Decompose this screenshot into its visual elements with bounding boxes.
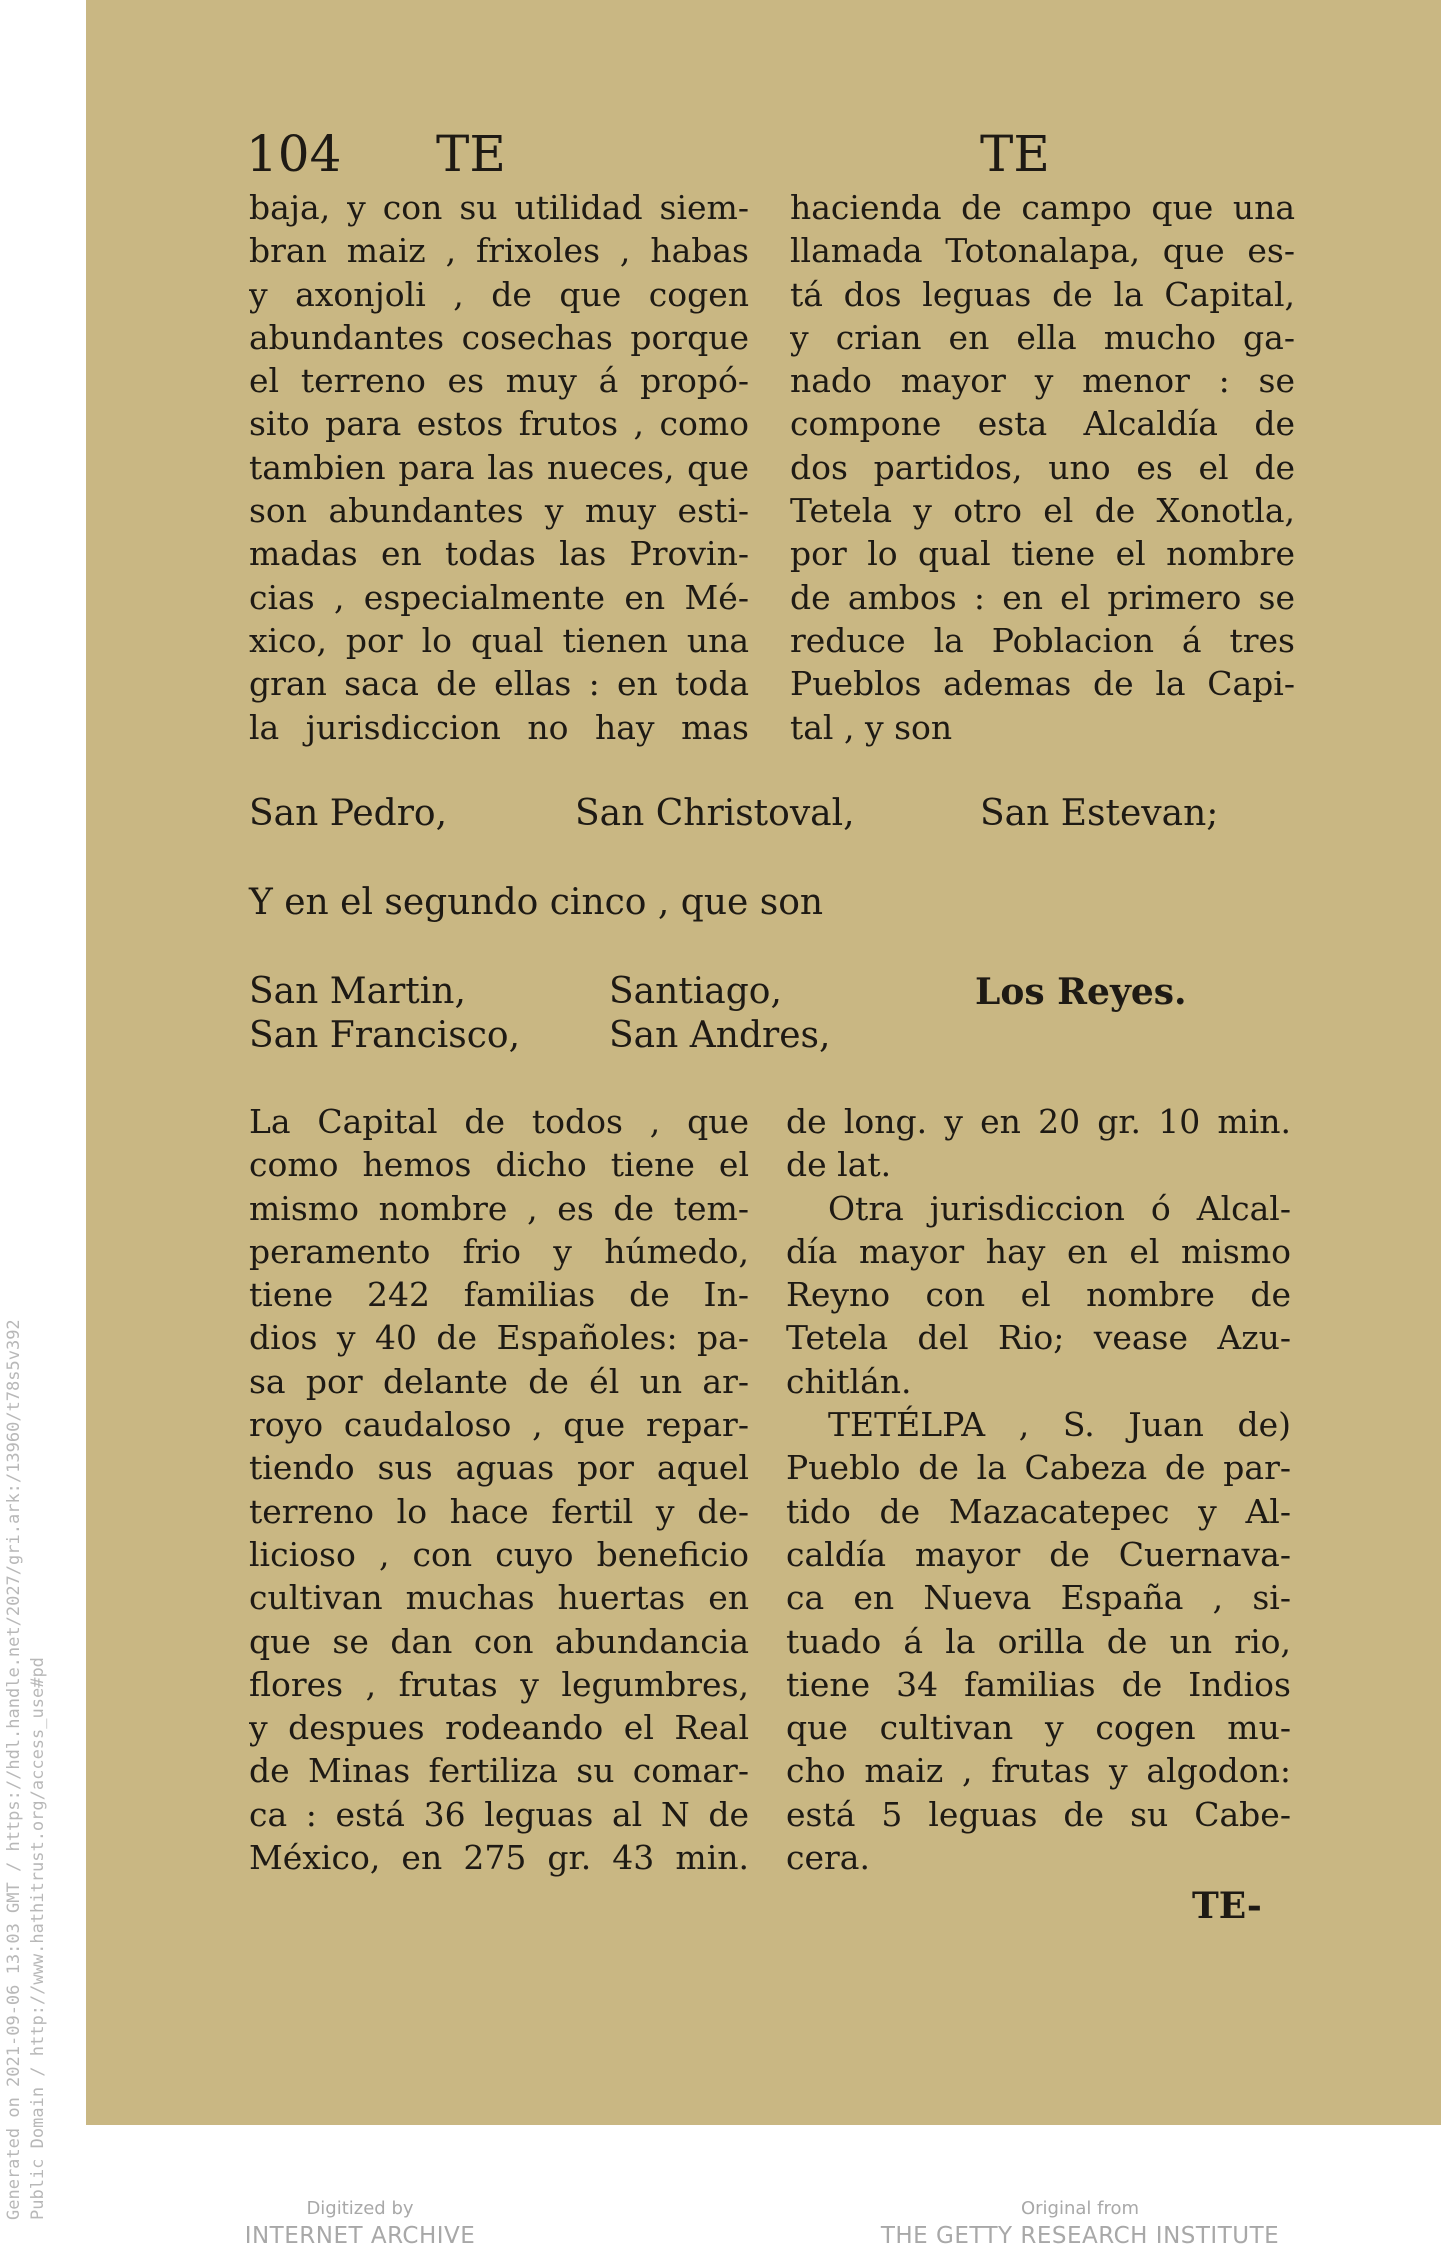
digitized-by-credit	[230, 2197, 490, 2251]
text-line: México, en 275 gr. 43 min.	[249, 1838, 749, 1878]
text-line: Pueblos ademas de la Capi-	[790, 664, 1295, 704]
watermark-line-1: Generated on 2021-09-06 13:03 GMT / https://hdl.handle.net/2027/gri.ark:/13960/t78s5v392	[4, 1319, 24, 2220]
text-line: mismo nombre , es de tem-	[249, 1188, 749, 1228]
text-line: cias , especialmente en Mé-	[249, 577, 749, 617]
list-item: San Andres,	[609, 1015, 831, 1056]
text-line: hacienda de campo que una	[790, 188, 1295, 227]
text-line: cera.	[786, 1838, 870, 1878]
text-line: de lat.	[786, 1145, 892, 1185]
list-item: San Francisco,	[249, 1015, 521, 1056]
text-line: Otra jurisdiccion ó Alcal-	[828, 1188, 1291, 1228]
text-line: de ambos : en el primero se	[790, 577, 1295, 617]
text-line: llamada Totonalapa, que es-	[790, 231, 1295, 271]
text-line: día mayor hay en el mismo	[786, 1231, 1291, 1271]
text-line: bran maiz , frixoles , habas	[249, 231, 749, 271]
text-line: abundantes cosechas porque	[249, 317, 749, 357]
text-line: sa por delante de él un ar-	[249, 1361, 749, 1401]
original-source: THE GETTY RESEARCH INSTITUTE	[880, 2223, 1280, 2249]
text-line: cho maiz , frutas y algodon:	[786, 1751, 1291, 1791]
text-line: tiendo sus aguas por aquel	[249, 1448, 749, 1488]
page-number: 104	[246, 125, 342, 183]
text-line: reduce la Poblacion á tres	[790, 620, 1295, 660]
text-line: el terreno es muy á propó-	[249, 361, 749, 401]
text-line: que cultivan y cogen mu-	[786, 1708, 1291, 1748]
text-line: Pueblo de la Cabeza de par-	[786, 1448, 1291, 1488]
text-line: tal , y son	[790, 707, 953, 747]
text-line: chitlán.	[786, 1361, 912, 1401]
text-line: La Capital de todos , que	[249, 1102, 749, 1141]
original-from-credit	[880, 2197, 1280, 2251]
text-line: dos partidos, uno es el de	[790, 447, 1295, 487]
original-label: Original from	[1020, 2198, 1140, 2219]
text-line: tiene 242 familias de In-	[249, 1275, 749, 1315]
list-item: Santiago,	[609, 971, 782, 1012]
text-line: y crian en ella mucho ga-	[790, 317, 1295, 357]
text-line: tambien para las nueces, que	[249, 447, 749, 487]
text-line: tiene 34 familias de Indios	[786, 1664, 1291, 1704]
text-line: baja, y con su utilidad siem-	[249, 188, 749, 227]
list-item: San Martin,	[249, 971, 466, 1012]
text-line: Tetela del Rio; vease Azu-	[786, 1318, 1291, 1358]
text-line: la jurisdiccion no hay mas	[249, 707, 749, 747]
text-line: son abundantes y muy esti-	[249, 491, 749, 531]
text-line: cultivan muchas huertas en	[249, 1578, 749, 1618]
text-line: royo caudaloso , que repar-	[249, 1405, 749, 1445]
right-column-bottom	[786, 1100, 1291, 1879]
generation-watermark	[2, 1080, 50, 2220]
text-line: tido de Mazacatepec y Al-	[786, 1491, 1291, 1531]
list-item: San Estevan;	[980, 793, 1219, 834]
section-intro: Y en el segundo cinco , que son	[249, 882, 824, 923]
text-line: ca : está 36 leguas al N de	[249, 1794, 749, 1834]
left-column-top	[249, 186, 749, 749]
left-column-bottom	[249, 1100, 749, 1879]
list-item: Los Reyes.	[975, 971, 1187, 1013]
text-line: como hemos dicho tiene el	[249, 1145, 749, 1185]
watermark-line-2: Public Domain / http://www.hathitrust.org/access_use#pd	[28, 1657, 48, 2220]
text-line: por lo qual tiene el nombre	[790, 534, 1295, 574]
text-line: que se dan con abundancia	[249, 1621, 749, 1661]
text-line: nado mayor y menor : se	[790, 361, 1295, 401]
digitized-source: INTERNET ARCHIVE	[244, 2223, 476, 2249]
text-line: licioso , con cuyo beneficio	[249, 1534, 749, 1574]
text-line: y despues rodeando el Real	[249, 1708, 749, 1748]
list-item: San Christoval,	[575, 793, 855, 834]
catchword: TE-	[1192, 1885, 1262, 1927]
text-line: peramento frio y húmedo,	[249, 1231, 749, 1271]
text-line: compone esta Alcaldía de	[790, 404, 1295, 444]
text-line: Reyno con el nombre de	[786, 1275, 1291, 1315]
text-line: Tetela y otro el de Xonotla,	[790, 491, 1295, 531]
running-head-left: TE	[436, 125, 506, 183]
text-line: flores , frutas y legumbres,	[249, 1664, 749, 1704]
text-line: xico, por lo qual tienen una	[249, 620, 749, 660]
text-line: de long. y en 20 gr. 10 min.	[786, 1102, 1291, 1141]
text-line: gran saca de ellas : en toda	[249, 664, 749, 704]
text-line: madas en todas las Provin-	[249, 534, 749, 574]
text-line: y axonjoli , de que cogen	[249, 274, 749, 314]
running-head-right: TE	[980, 125, 1050, 183]
text-line: tuado á la orilla de un rio,	[786, 1621, 1291, 1661]
digitized-label: Digitized by	[306, 2198, 414, 2219]
text-line: tá dos leguas de la Capital,	[790, 274, 1295, 314]
list-item: San Pedro,	[249, 793, 448, 834]
entry-heading-line: TETÉLPA , S. Juan de)	[828, 1405, 1291, 1445]
text-line: dios y 40 de Españoles: pa-	[249, 1318, 749, 1358]
text-line: sito para estos frutos , como	[249, 404, 749, 444]
right-column-top	[790, 186, 1295, 749]
text-line: terreno lo hace fertil y de-	[249, 1491, 749, 1531]
text-line: está 5 leguas de su Cabe-	[786, 1794, 1291, 1834]
text-line: ca en Nueva España , si-	[786, 1578, 1291, 1618]
text-line: de Minas fertiliza su comar-	[249, 1751, 749, 1791]
text-line: caldía mayor de Cuernava-	[786, 1534, 1291, 1574]
